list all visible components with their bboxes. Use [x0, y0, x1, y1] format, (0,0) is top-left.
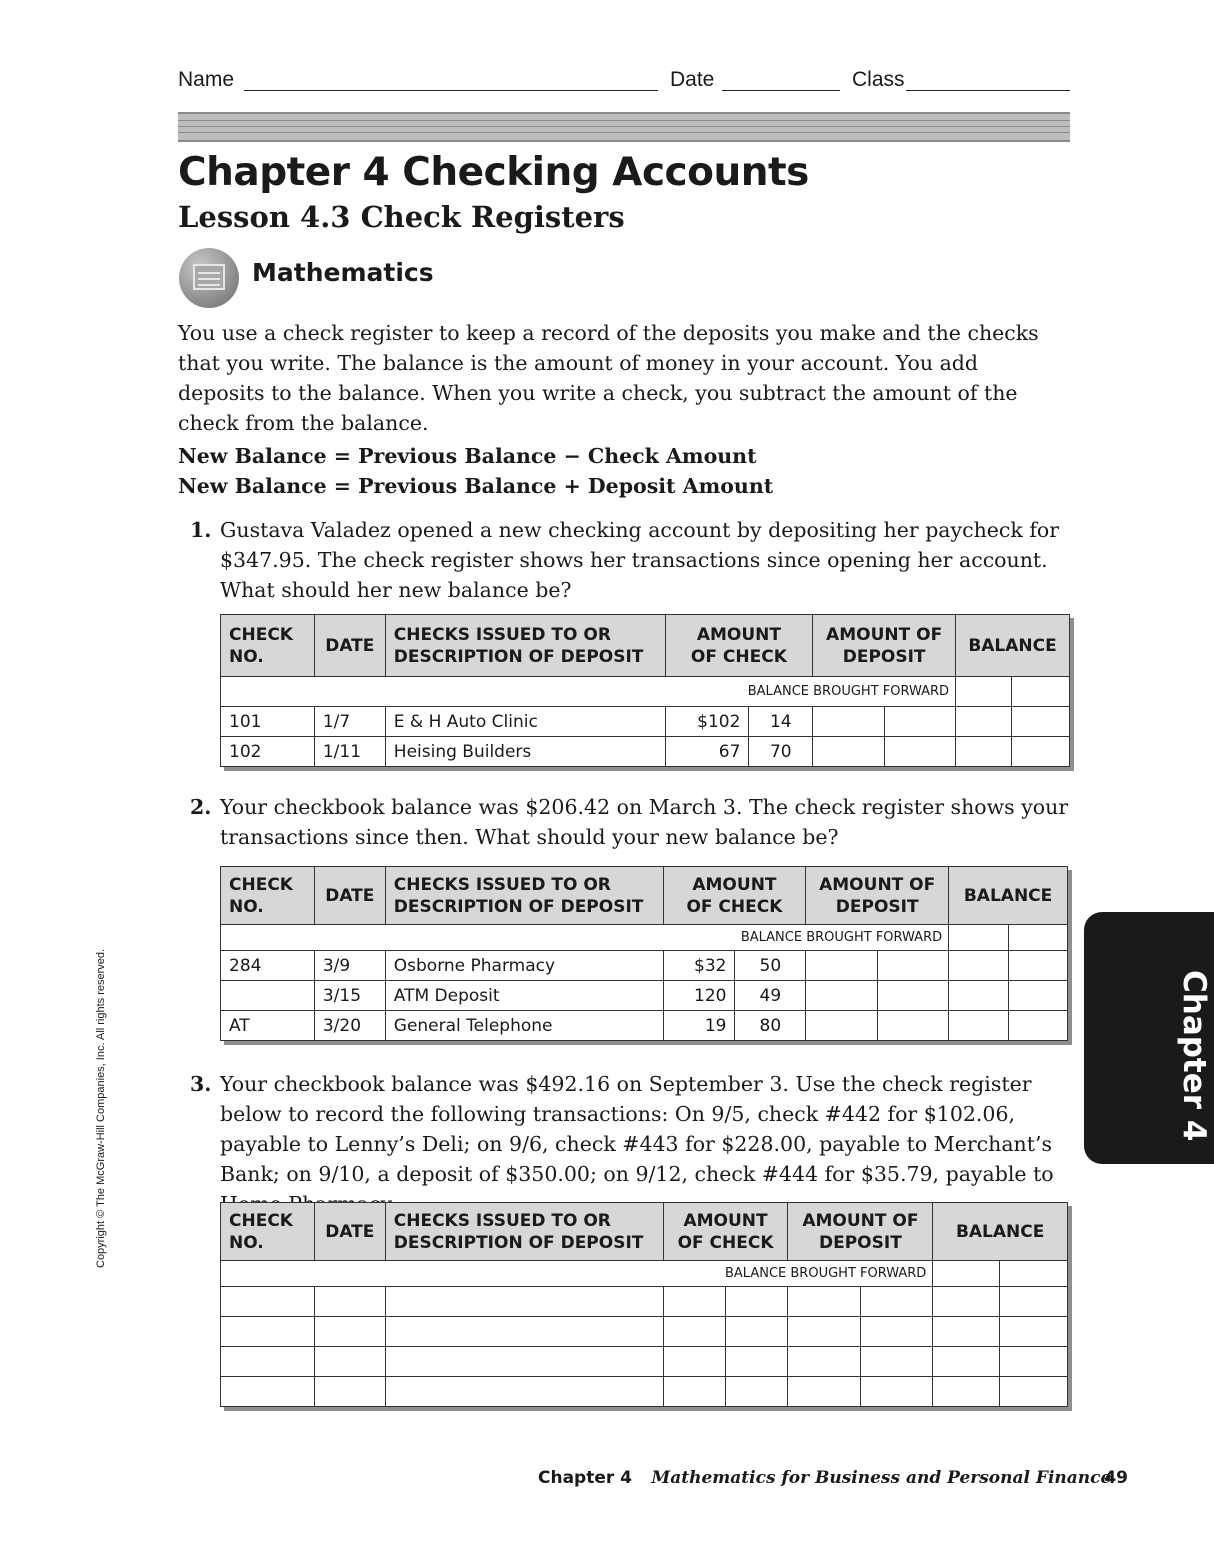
balance-dollars-cell[interactable]	[949, 951, 1009, 981]
balance-brought-forward-label: BALANCE BROUGHT FORWARD	[221, 925, 949, 951]
table-row[interactable]	[221, 1317, 1068, 1347]
date-field[interactable]	[722, 90, 840, 91]
col-amount-deposit: AMOUNT OF DEPOSIT	[813, 615, 956, 677]
check-dollars-cell: 120	[663, 981, 735, 1011]
section-label: Mathematics	[252, 258, 434, 287]
balance-brought-forward-label: BALANCE BROUGHT FORWARD	[221, 1261, 933, 1287]
balance-cents-cell[interactable]	[1009, 981, 1068, 1011]
balance-dollars-cell[interactable]	[956, 707, 1012, 737]
check-no-cell: 102	[221, 737, 315, 767]
bbf-cents-cell[interactable]	[1009, 925, 1068, 951]
balance-cents-cell[interactable]	[1012, 737, 1070, 767]
table-row	[221, 981, 1068, 1011]
col-amount-check: AMOUNT OF CHECK	[663, 1203, 788, 1261]
col-balance: BALANCE	[956, 615, 1070, 677]
col-description: CHECKS ISSUED TO OR DESCRIPTION OF DEPOSIT	[385, 615, 665, 677]
date-cell: 3/9	[314, 951, 385, 981]
deposit-dollars-cell[interactable]	[806, 981, 878, 1011]
deposit-dollars-cell[interactable]	[813, 707, 885, 737]
problem-2	[185, 792, 1070, 852]
col-description: CHECKS ISSUED TO OR DESCRIPTION OF DEPOSIT	[385, 1203, 663, 1261]
col-amount-check: AMOUNT OF CHECK	[665, 615, 813, 677]
col-date: DATE	[314, 867, 385, 925]
table-row	[221, 951, 1068, 981]
table-row	[221, 737, 1070, 767]
calculator-icon	[179, 248, 239, 308]
title-rule	[178, 112, 1070, 142]
problem-number: 3.	[190, 1072, 212, 1096]
check-dollars-cell: 67	[665, 737, 749, 767]
problem-text: Gustava Valadez opened a new checking account by depositing her paycheck for $347.95. The check register shows her transactions since opening her account. What should her new balance be?	[220, 518, 1060, 602]
name-date-class-header	[178, 68, 1070, 98]
col-check-no: CHECK NO.	[221, 1203, 315, 1261]
deposit-cents-cell[interactable]	[885, 707, 956, 737]
page-number: 49	[1104, 1468, 1128, 1488]
deposit-dollars-cell[interactable]	[806, 1011, 878, 1041]
deposit-cents-cell[interactable]	[885, 737, 956, 767]
deposit-cents-cell[interactable]	[878, 1011, 949, 1041]
bbf-dollars-cell[interactable]	[933, 1261, 1000, 1287]
date-cell: 3/20	[314, 1011, 385, 1041]
page-footer	[538, 1468, 1128, 1488]
problem-text: Your checkbook balance was $492.16 on September 3. Use the check register below to record the following transactions: On 9/5, check #442 for $102.06, payable to Lenny’s Deli; on 9/6, check #443 for $228.00, payable to Merchant’s Bank; on 9/10, a deposit of $350.00; on 9/12, check #444 for $35.79, payable to	[220, 1072, 1054, 1186]
problem-text: Your checkbook balance was $206.42 on March 3. The check register shows your transactions since then. What should your new balance be?	[220, 795, 1069, 849]
balance-dollars-cell[interactable]	[956, 737, 1012, 767]
col-balance: BALANCE	[933, 1203, 1068, 1261]
check-cents-cell: 70	[749, 737, 813, 767]
balance-brought-forward-label: BALANCE BROUGHT FORWARD	[221, 677, 956, 707]
deposit-cents-cell[interactable]	[878, 981, 949, 1011]
check-no-cell: 101	[221, 707, 315, 737]
formula-subtract: New Balance = Previous Balance − Check Amount	[178, 444, 757, 468]
check-cents-cell: 14	[749, 707, 813, 737]
chapter-title: Chapter 4 Checking Accounts	[178, 150, 809, 195]
date-cell: 3/15	[314, 981, 385, 1011]
col-amount-deposit: AMOUNT OF DEPOSIT	[806, 867, 949, 925]
balance-cents-cell[interactable]	[1012, 707, 1070, 737]
balance-cents-cell[interactable]	[1009, 1011, 1068, 1041]
table-row	[221, 1011, 1068, 1041]
problem-number: 2.	[190, 795, 212, 819]
check-register-3	[220, 1202, 1068, 1407]
bbf-dollars-cell[interactable]	[956, 677, 1012, 707]
bbf-cents-cell[interactable]	[1000, 1261, 1068, 1287]
deposit-dollars-cell[interactable]	[806, 951, 878, 981]
lesson-title: Lesson 4.3 Check Registers	[178, 200, 625, 234]
name-label: Name	[178, 68, 235, 91]
table-row	[221, 707, 1070, 737]
date-cell: 1/7	[314, 707, 385, 737]
col-balance: BALANCE	[949, 867, 1068, 925]
col-amount-check: AMOUNT OF CHECK	[663, 867, 806, 925]
description-cell: Osborne Pharmacy	[385, 951, 663, 981]
footer-book-title: Mathematics for Business and Personal Finance	[651, 1468, 1112, 1488]
col-date: DATE	[314, 1203, 385, 1261]
footer-chapter: Chapter 4	[538, 1468, 633, 1488]
intro-paragraph: You use a check register to keep a record of the deposits you make and the checks that you write. The balance is the amount of money in your account. You add deposits to the balance. When you write a check, you subtract the amount of the check from the balance.	[178, 321, 1039, 435]
check-dollars-cell: $32	[663, 951, 735, 981]
problem-3	[185, 1069, 1070, 1219]
description-cell: Heising Builders	[385, 737, 665, 767]
check-no-cell: 284	[221, 951, 315, 981]
table-row[interactable]	[221, 1347, 1068, 1377]
problem-1	[185, 515, 1070, 605]
check-cents-cell: 49	[735, 981, 806, 1011]
description-cell: ATM Deposit	[385, 981, 663, 1011]
copyright-notice: Copyright © The McGraw-Hill Companies, Inc. All rights reserved.	[95, 948, 107, 1268]
check-no-cell: AT	[221, 1011, 315, 1041]
class-label: Class	[852, 68, 905, 91]
bbf-cents-cell[interactable]	[1012, 677, 1070, 707]
problem-number: 1.	[190, 518, 212, 542]
bbf-dollars-cell[interactable]	[949, 925, 1009, 951]
name-field[interactable]	[244, 90, 658, 91]
check-cents-cell: 50	[735, 951, 806, 981]
chapter-side-tab	[1084, 912, 1214, 1164]
balance-dollars-cell[interactable]	[949, 981, 1009, 1011]
col-amount-deposit: AMOUNT OF DEPOSIT	[788, 1203, 933, 1261]
deposit-dollars-cell[interactable]	[813, 737, 885, 767]
check-register-1	[220, 614, 1070, 767]
col-date: DATE	[314, 615, 385, 677]
deposit-cents-cell[interactable]	[878, 951, 949, 981]
side-tab-label: Chapter 4	[1176, 970, 1212, 1142]
date-cell: 1/11	[314, 737, 385, 767]
date-label: Date	[670, 68, 715, 91]
table-row[interactable]	[221, 1377, 1068, 1407]
check-cents-cell: 80	[735, 1011, 806, 1041]
balance-dollars-cell[interactable]	[949, 1011, 1009, 1041]
check-dollars-cell: $102	[665, 707, 749, 737]
check-register-2	[220, 866, 1068, 1041]
table-row[interactable]	[221, 1287, 1068, 1317]
balance-cents-cell[interactable]	[1009, 951, 1068, 981]
description-cell: General Telephone	[385, 1011, 663, 1041]
formula-add: New Balance = Previous Balance + Deposit Amount	[178, 474, 774, 498]
class-field[interactable]	[906, 90, 1070, 91]
check-dollars-cell: 19	[663, 1011, 735, 1041]
col-description: CHECKS ISSUED TO OR DESCRIPTION OF DEPOSIT	[385, 867, 663, 925]
check-no-cell	[221, 981, 315, 1011]
col-check-no: CHECK NO.	[221, 615, 315, 677]
col-check-no: CHECK NO.	[221, 867, 315, 925]
description-cell: E & H Auto Clinic	[385, 707, 665, 737]
